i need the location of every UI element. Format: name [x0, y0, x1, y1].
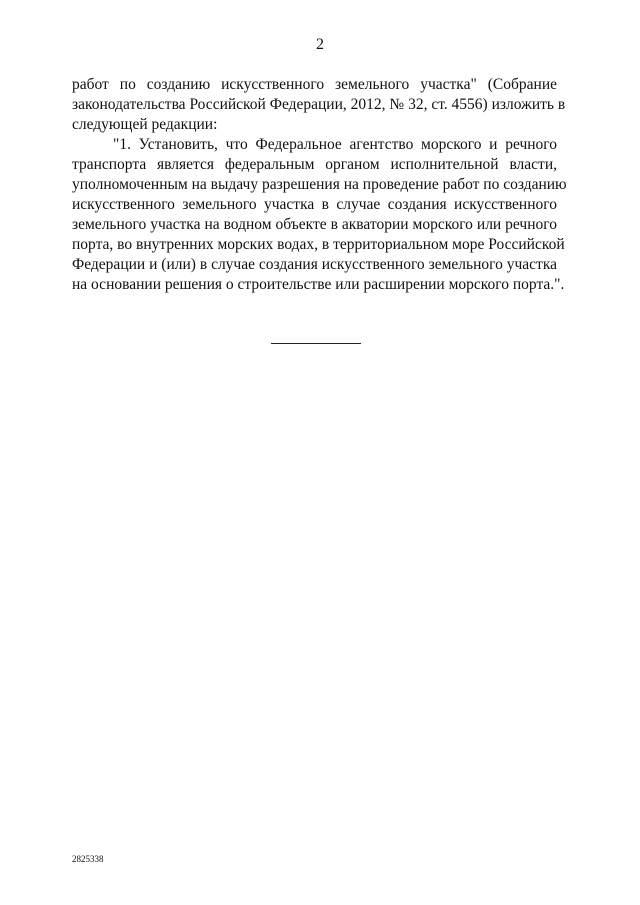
- text-line: искусственного земельного участка в случае создания искусственного: [72, 196, 557, 213]
- text-line: "1. Установить, что Федеральное агентство морского и речного: [113, 136, 557, 153]
- text-line: Федерации и (или) в случае создания искусственного земельного участка: [72, 256, 557, 273]
- text-line: следующей редакции:: [72, 116, 218, 133]
- document-code: 2825338: [72, 854, 104, 864]
- page-number: 2: [316, 36, 324, 53]
- text-line: уполномоченным на выдачу разрешения на проведение работ по созданию: [72, 176, 567, 193]
- separator-line: [271, 343, 361, 344]
- text-line: земельного участка на водном объекте в акватории морского или речного: [72, 216, 557, 233]
- text-line: транспорта является федеральным органом исполнительной власти,: [72, 156, 557, 173]
- text-line: на основании решения о строительстве или расширении морского порта.".: [72, 276, 565, 293]
- text-line: законодательства Российской Федерации, 2012, № 32, ст. 4556) изложить в: [72, 96, 566, 113]
- text-line: порта, во внутренних морских водах, в территориальном море Российской: [72, 236, 565, 253]
- text-line: работ по созданию искусственного земельного участка" (Собрание: [72, 76, 557, 93]
